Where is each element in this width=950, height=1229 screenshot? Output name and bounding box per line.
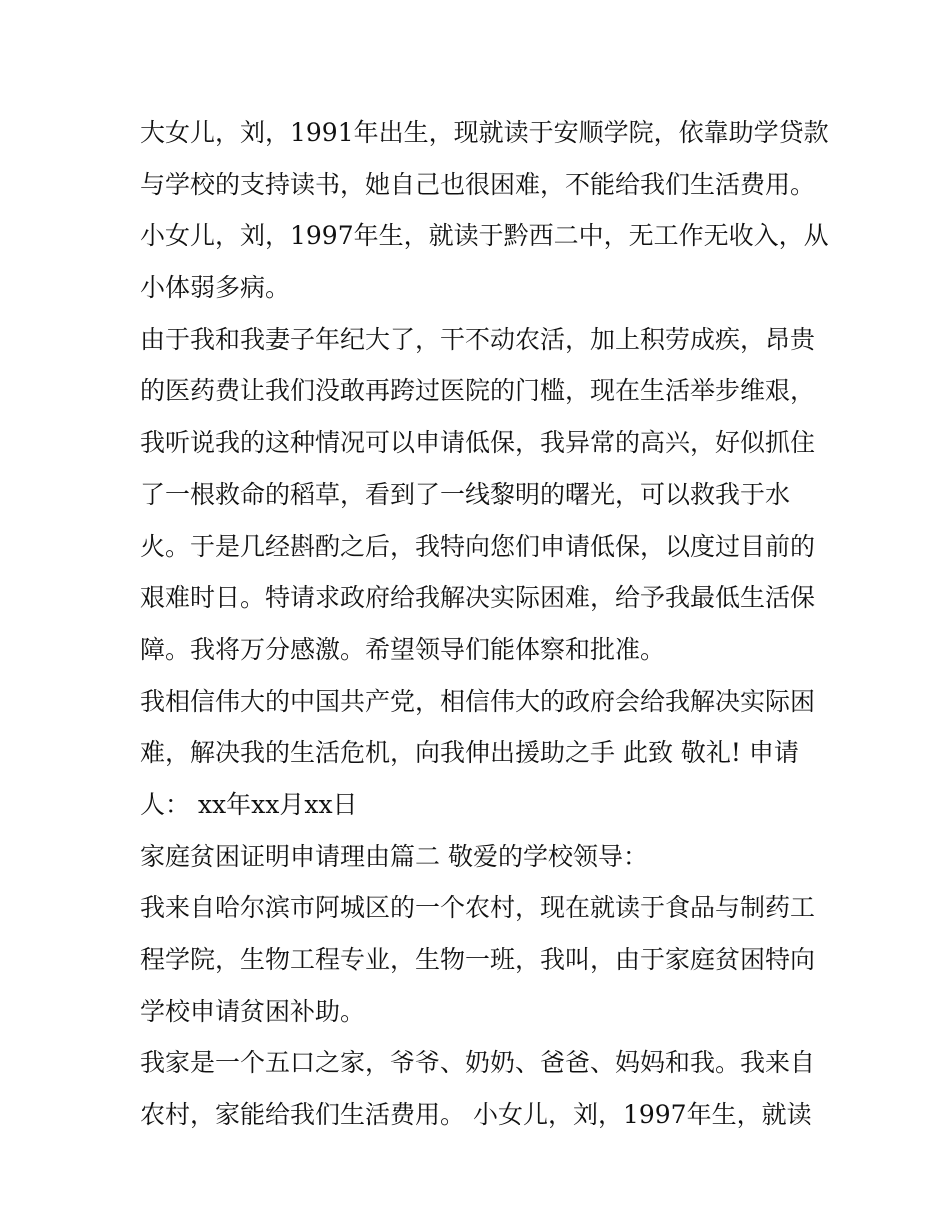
text-line: 我家是一个五口之家，爷爷、奶奶、爸爸、妈妈和我。我来自 [140,1048,816,1078]
text-line: 小女儿，刘，1997年生，就读于黔西二中，无工作无收入，从 [140,221,829,251]
text-line: 程学院，生物工程专业，生物一班，我叫，由于家庭贫困特向 [140,945,816,974]
text-line: 火。于是几经斟酌之后，我特向您们申请低保，以度过目前的 [140,531,816,561]
text-line: 小体弱多病。 [140,273,291,303]
text-line: 我来自哈尔滨市阿城区的一个农村，现在就读于食品与制药工 [140,893,816,923]
text-line: 由于我和我妻子年纪大了，干不动农活，加上积劳成疾，昂贵 [140,324,816,354]
text-line: 的医药费让我们没敢再跨过医院的门槛，现在生活举步维艰， [140,376,816,406]
text-line: 大女儿，刘，1991年出生，现就读于安顺学院，依靠助学贷款 [140,118,829,147]
text-line: 我相信伟大的中国共产党，相信伟大的政府会给我解决实际困 [140,686,816,716]
text-line: 学校申请贫困补助。 [140,996,366,1026]
text-line: 我听说我的这种情况可以申请低保，我异常的高兴，好似抓住 [140,428,816,458]
text-line: 了一根救命的稻草，看到了一线黎明的曙光，可以救我于水 [140,479,791,509]
document-body [140,107,830,1141]
text-line: 艰难时日。特请求政府给我解决实际困难，给予我最低生活保 [140,583,816,613]
text-line: 家庭贫困证明申请理由篇二 敬爱的学校领导： [140,841,648,871]
text-line: 人： xx年xx月xx日 [140,789,358,819]
text-line: 难，解决我的生活危机，向我伸出援助之手 此致 敬礼! 申请 [140,738,799,768]
text-line: 与学校的支持读书，她自己也很困难，不能给我们生活费用。 [140,169,816,199]
text-line: 障。我将万分感激。希望领导们能体察和批准。 [140,634,666,664]
text-line: 农村，家能给我们生活费用。 小女儿，刘，1997年生，就读 [140,1100,812,1130]
